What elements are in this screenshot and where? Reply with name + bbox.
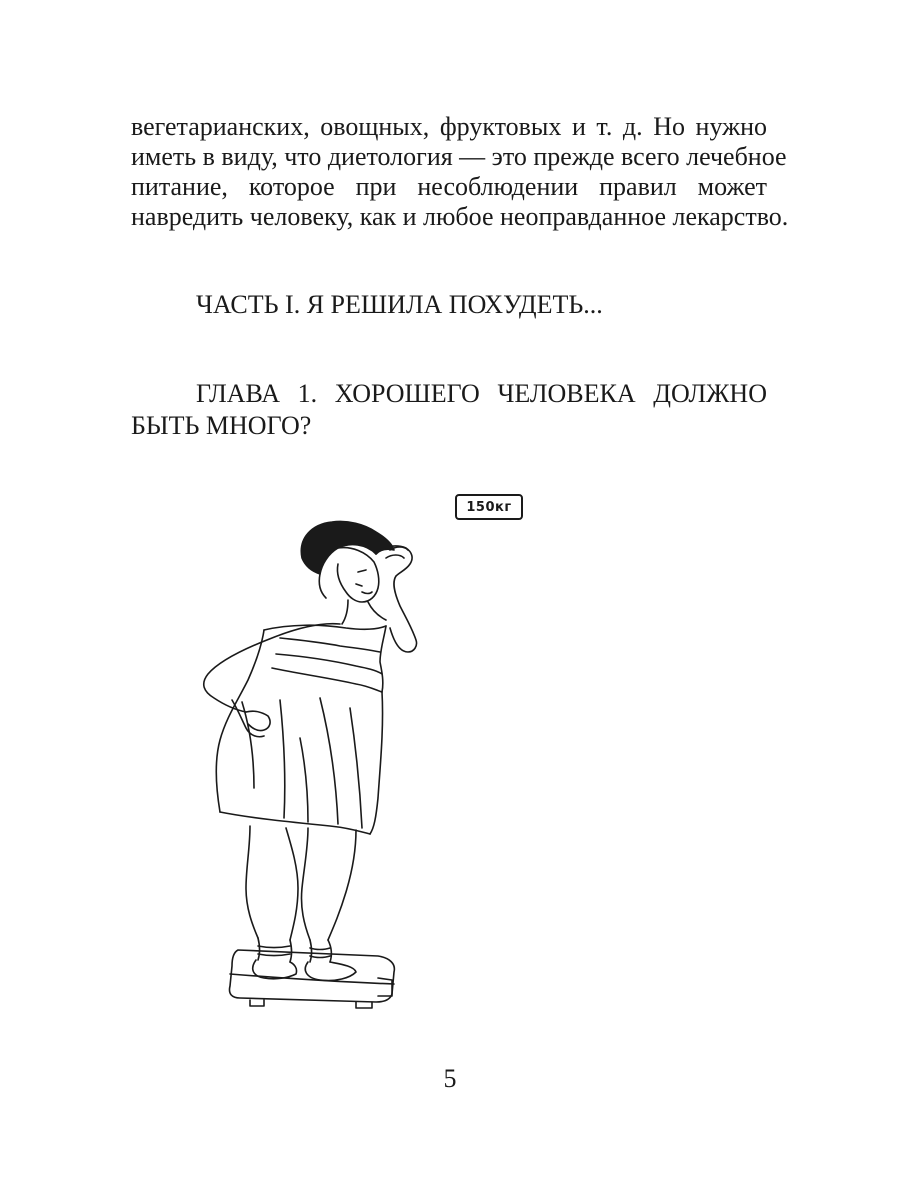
paragraph-line: вегетарианских, овощных, фруктовых и т. д. Но нужно bbox=[131, 112, 767, 141]
scale-weight-display: 150кг bbox=[455, 494, 523, 520]
chapter-heading-line-1: ГЛАВА 1. ХОРОШЕГО ЧЕЛОВЕКА ДОЛЖНО bbox=[196, 379, 767, 408]
part-heading: ЧАСТЬ I. Я РЕШИЛА ПОХУДЕТЬ... bbox=[196, 290, 603, 319]
face-drawing bbox=[337, 548, 378, 602]
towel-drawing bbox=[264, 625, 386, 630]
chapter-heading-line-2: БЫТЬ МНОГО? bbox=[131, 411, 312, 440]
paragraph-line: навредить человеку, как и любое неоправданное лекарство. bbox=[131, 202, 789, 231]
hand-drawing bbox=[376, 546, 417, 652]
chapter-heading bbox=[131, 378, 767, 442]
paragraph-line: иметь в виду, что диетология — это прежде всего лечебное bbox=[131, 142, 787, 171]
page-number: 5 bbox=[443, 1064, 457, 1093]
body-paragraph bbox=[131, 112, 789, 232]
woman-on-scale-illustration bbox=[180, 488, 540, 1018]
legs-drawing bbox=[246, 826, 258, 938]
paragraph-line: питание, которое при несоблюдении правил может bbox=[131, 172, 767, 201]
